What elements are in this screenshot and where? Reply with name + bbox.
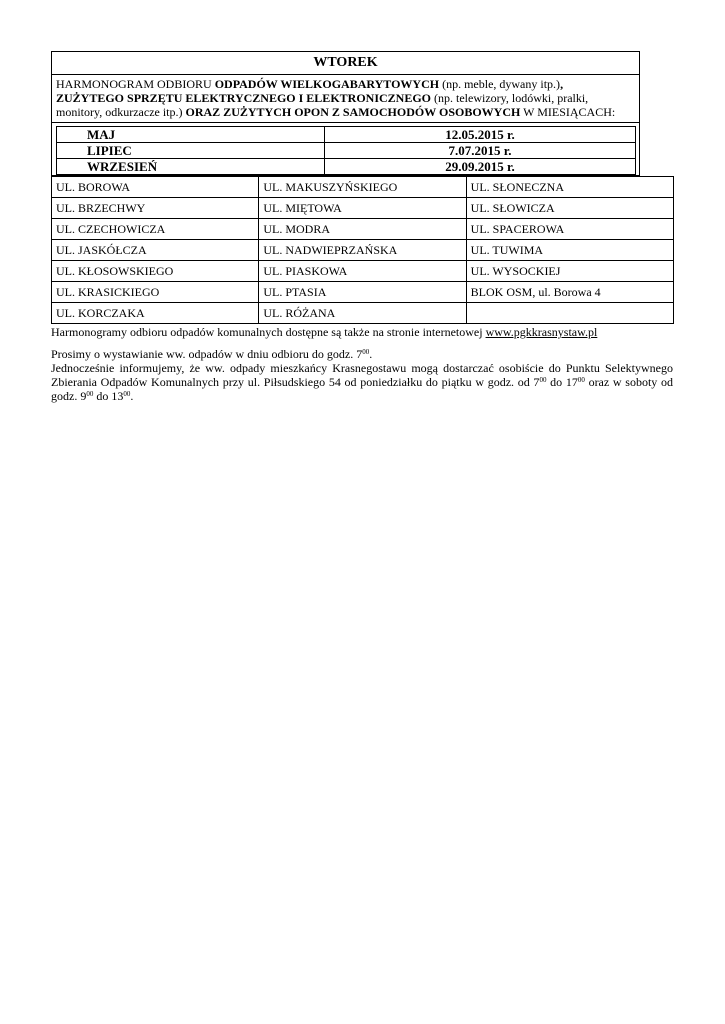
notice-end: . [369,347,373,361]
street-cell: UL. KRASICKIEGO [52,282,259,303]
info-sup-3: 00 [86,390,94,398]
months-table [56,126,636,175]
street-row [52,198,674,219]
street-cell: UL. JASKÓŁCZA [52,240,259,261]
street-cell: BLOK OSM, ul. Borowa 4 [466,282,673,303]
street-cell-empty [466,303,673,324]
street-cell: UL. TUWIMA [466,240,673,261]
intro-text-3: (np. telewizory, lodówki, pralki, monitory, odkurzacze itp.) [56,91,589,119]
street-cell: UL. CZECHOWICZA [52,219,259,240]
street-cell: UL. SŁONECZNA [466,177,673,198]
notice-sup: 00 [362,348,370,356]
info-sup-2: 00 [577,376,585,384]
schedule-box [51,51,640,176]
street-row [52,219,674,240]
info-text-4: do 13 [93,389,124,403]
info-sup-1: 00 [539,376,547,384]
month-date: 12.05.2015 r. [325,127,636,143]
collection-point-info [51,361,673,403]
intro-bold-2: , [560,77,564,91]
street-cell: UL. NADWIEPRZAŃSKA [259,240,466,261]
month-row [57,127,636,143]
street-cell: UL. MIĘTOWA [259,198,466,219]
intro-bold-3: ZUŻYTEGO SPRZĘTU ELEKTRYCZNEGO I ELEKTRONICZNEGO [56,91,431,105]
street-cell: UL. SŁOWICZA [466,198,673,219]
month-date: 7.07.2015 r. [325,143,636,159]
website-link[interactable]: www.pgkkrasnystaw.pl [485,325,598,339]
street-cell: UL. PTASIA [259,282,466,303]
month-name: MAJ [57,127,325,143]
street-cell: UL. MAKUSZYŃSKIEGO [259,177,466,198]
placement-notice [51,347,673,361]
info-sup-4: 00 [123,390,131,398]
website-note [51,325,673,339]
street-row [52,177,674,198]
day-title: WTOREK [52,52,639,75]
intro-text-4: W MIESIĄCACH: [520,105,616,119]
street-cell: UL. MODRA [259,219,466,240]
street-cell: UL. RÓŻANA [259,303,466,324]
street-cell: UL. SPACEROWA [466,219,673,240]
note-text: Harmonogramy odbioru odpadów komunalnych dostępne są także na stronie internetowej [51,325,486,339]
info-text-3: oraz w soboty od godz. 9 [51,375,673,403]
intro-text-1: HARMONOGRAM ODBIORU [56,77,215,91]
intro-text-2: (np. meble, dywany itp.) [439,77,561,91]
months-section [52,123,639,175]
intro-bold-4: ORAZ ZUŻYTYCH OPON Z SAMOCHODÓW OSOBOWYCH [185,105,521,119]
streets-table [51,176,674,324]
intro-bold-1: ODPADÓW WIELKOGABARYTOWYCH [214,77,440,91]
street-cell: UL. BOROWA [52,177,259,198]
month-row [57,143,636,159]
street-row [52,303,674,324]
street-row [52,240,674,261]
street-cell: UL. PIASKOWA [259,261,466,282]
month-date: 29.09.2015 r. [325,159,636,175]
street-cell: UL. BRZECHWY [52,198,259,219]
notice-text: Prosimy o wystawianie ww. odpadów w dniu odbioru do godz. 7 [51,347,363,361]
info-text-5: . [130,389,134,403]
month-name: LIPIEC [57,143,325,159]
month-name: WRZESIEŃ [57,159,325,175]
street-cell: UL. KORCZAKA [52,303,259,324]
info-text-1: Jednocześnie informujemy, że ww. odpady mieszkańcy Krasnegostawu mogą dostarczać osobiście do Punktu Selektywnego Zbierania Odpadów Komunalnych przy ul. Piłsudskiego 54 od poniedziałku do piątku w godz. od 7 [51,361,673,389]
street-cell: UL. KŁOSOWSKIEGO [52,261,259,282]
schedule-intro [52,75,639,123]
info-text-2: do 17 [546,375,578,389]
street-row [52,282,674,303]
street-row [52,261,674,282]
document-page [51,51,673,403]
street-cell: UL. WYSOCKIEJ [466,261,673,282]
month-row [57,159,636,175]
